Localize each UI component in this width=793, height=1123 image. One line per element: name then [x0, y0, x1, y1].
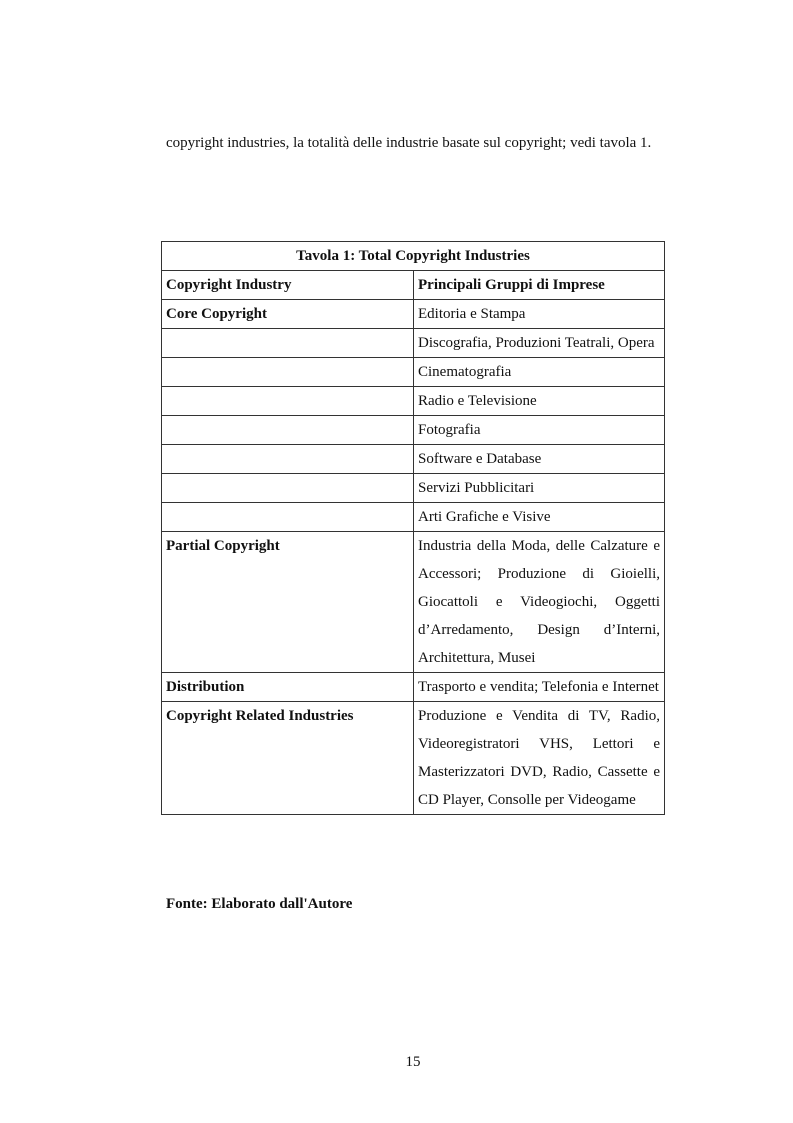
table-header-row — [162, 271, 665, 300]
category-cell: Copyright Related Industries — [162, 702, 414, 815]
category-cell: Distribution — [162, 673, 414, 702]
groups-cell: Fotografia — [414, 416, 665, 445]
table-row — [162, 300, 665, 329]
groups-cell: Industria della Moda, delle Calzature e Accessori; Produzione di Gioielli, Giocattoli e Videogiochi, Oggetti d’Arredamento, Design d’Interni, Architettura, Musei — [414, 532, 665, 673]
table-row — [162, 387, 665, 416]
category-cell — [162, 329, 414, 358]
table-row — [162, 532, 665, 673]
header-gruppi-imprese: Principali Gruppi di Imprese — [414, 271, 665, 300]
table-row — [162, 702, 665, 815]
table-title: Tavola 1: Total Copyright Industries — [162, 242, 665, 271]
table-source-note: Fonte: Elaborato dall'Autore — [166, 896, 353, 912]
category-cell — [162, 387, 414, 416]
groups-cell: Arti Grafiche e Visive — [414, 503, 665, 532]
table-row — [162, 503, 665, 532]
category-cell — [162, 416, 414, 445]
groups-cell: Produzione e Vendita di TV, Radio, Videoregistratori VHS, Lettori e Masterizzatori DVD, Radio, Cassette e CD Player, Consolle per Videogame — [414, 702, 665, 815]
table-row — [162, 445, 665, 474]
table-row — [162, 358, 665, 387]
header-copyright-industry: Copyright Industry — [162, 271, 414, 300]
category-cell — [162, 358, 414, 387]
category-cell: Core Copyright — [162, 300, 414, 329]
category-cell — [162, 474, 414, 503]
groups-cell: Editoria e Stampa — [414, 300, 665, 329]
table-row — [162, 474, 665, 503]
category-cell: Partial Copyright — [162, 532, 414, 673]
copyright-industries-table — [161, 241, 665, 815]
category-cell — [162, 445, 414, 474]
page-number: 15 — [405, 1054, 421, 1070]
table-row — [162, 329, 665, 358]
groups-cell: Discografia, Produzioni Teatrali, Opera — [414, 329, 665, 358]
table-row — [162, 673, 665, 702]
table-row — [162, 416, 665, 445]
groups-cell: Radio e Televisione — [414, 387, 665, 416]
groups-cell: Software e Database — [414, 445, 665, 474]
intro-paragraph: copyright industries, la totalità delle industrie basate sul copyright; vedi tavola 1. — [166, 135, 652, 151]
groups-cell: Cinematografia — [414, 358, 665, 387]
category-cell — [162, 503, 414, 532]
table-title-row — [162, 242, 665, 271]
groups-cell: Trasporto e vendita; Telefonia e Internet — [414, 673, 665, 702]
groups-cell: Servizi Pubblicitari — [414, 474, 665, 503]
